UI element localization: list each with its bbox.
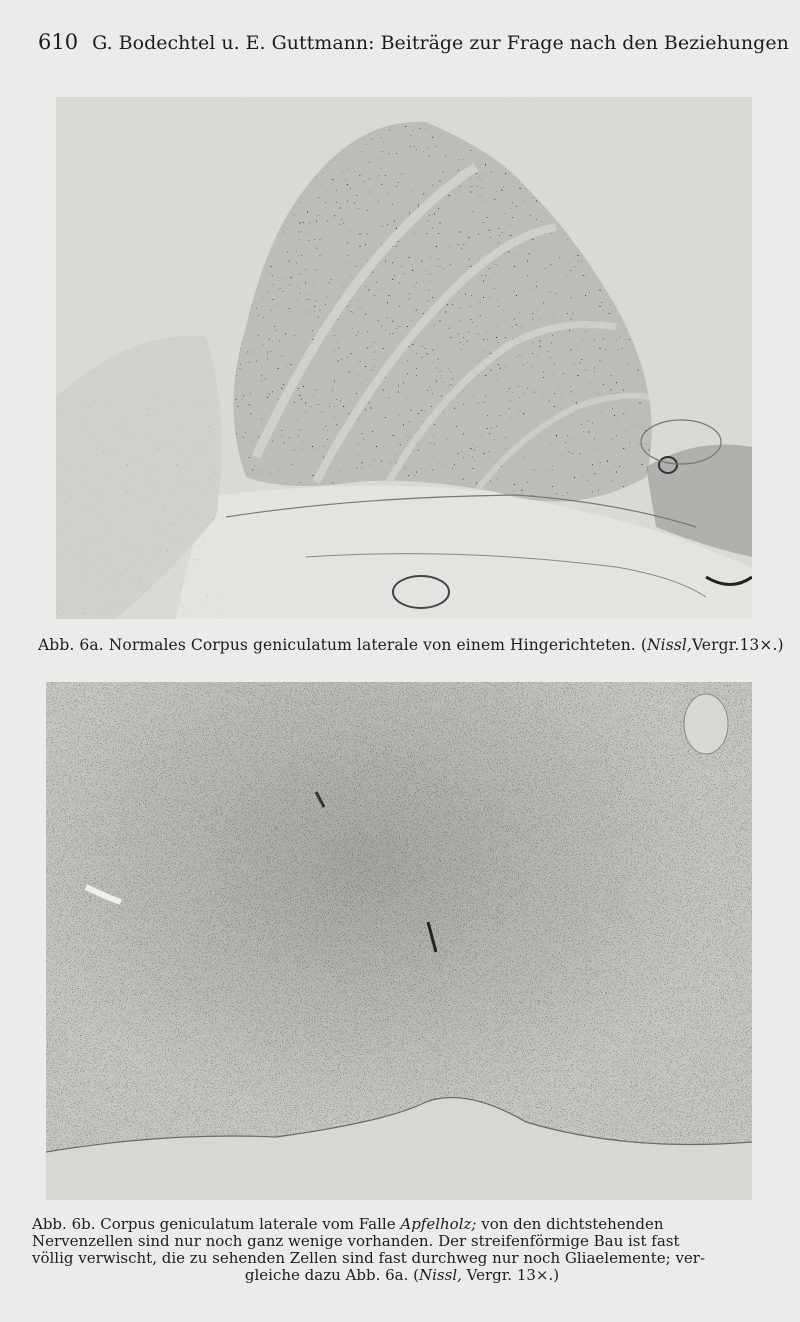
caption-6a-stain: Nissl, — [647, 636, 692, 654]
caption-6b-label: Abb. 6b. Corpus geniculatum laterale vom Falle — [32, 1215, 401, 1233]
caption-6b-line-4-start: gleiche dazu Abb. 6a. ( — [244, 1266, 419, 1284]
figure-6b-caption — [32, 1216, 772, 1284]
caption-6b-line-3: völlig verwischt, die zu sehenden Zellen sind fast durchweg nur noch Gliaelemente; ver- — [32, 1249, 706, 1267]
running-title: G. Bodechtel u. E. Guttmann: Beiträge zur Frage nach den Beziehungen — [92, 32, 789, 54]
caption-6b-line-2: Nervenzellen sind nur noch ganz wenige vorhanden. Der streifenförmige Bau ist fast — [32, 1232, 680, 1250]
caption-6b-case-name: Apfelholz; — [400, 1215, 477, 1233]
figure-6a-caption — [38, 636, 784, 654]
micrograph-6b — [46, 682, 752, 1200]
caption-6a-text: Abb. 6a. Normales Corpus geniculatum laterale von einem Hingerichteten. ( — [38, 636, 648, 654]
caption-6a-magnification: Vergr.13×.) — [691, 636, 784, 654]
caption-6b-line-4 — [32, 1267, 772, 1284]
micrograph-6a — [56, 97, 752, 619]
page-number: 610 — [38, 30, 79, 54]
caption-6b-line-1 — [32, 1216, 772, 1233]
running-head — [38, 30, 789, 54]
caption-6b-magnification: Vergr. 13×.) — [461, 1266, 560, 1284]
caption-6b-line-1-end: von den dichtstehenden — [476, 1215, 664, 1233]
caption-6b-stain: Nissl, — [419, 1266, 462, 1284]
